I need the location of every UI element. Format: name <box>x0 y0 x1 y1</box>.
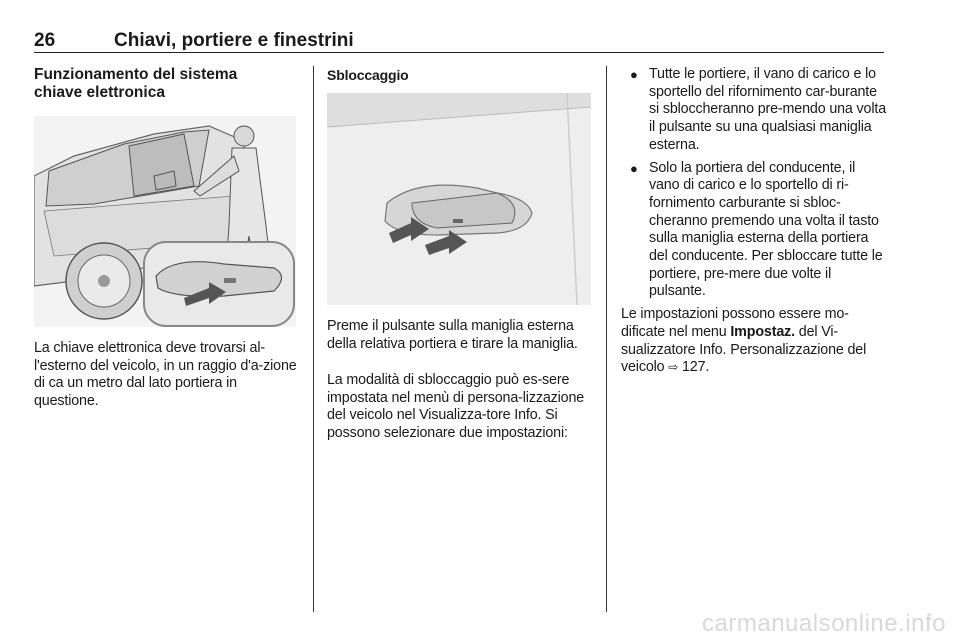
list-item: ● Solo la portiera del conducente, il vano di carico e lo sportello di ri-fornimento carburante si sbloc-cheranno premendo una volta il tasto sulla maniglia esterna della portiera del conducente. Per sbloccare tutte le portiere, pre-mere due volte il pulsante. <box>630 159 883 300</box>
unlocking-paragraph-2: La modalità di sbloccaggio può es-sere impostata nel menù di persona-lizzazione del veicolo nel Visualizza-tore Info. Si possono selezionare due impostazioni: <box>327 372 585 442</box>
page-reference-arrow-icon: ⇨ <box>668 360 679 375</box>
section-heading-keyless: Funzionamento del sistema chiave elettronica <box>34 66 238 101</box>
door-handle-illustration <box>327 93 591 305</box>
page-reference-link[interactable]: 127. <box>678 359 710 376</box>
settings-menu-name: Impostaz. <box>730 323 795 340</box>
car-door-illustration <box>34 116 296 327</box>
column-2 <box>327 66 591 84</box>
unlocking-paragraph-1: Preme il pulsante sulla maniglia esterna della relativa portiera e tirare la maniglia. <box>327 318 578 352</box>
unlock-options-list <box>621 66 887 301</box>
page-number: 26 <box>34 30 56 51</box>
keyless-paragraph: La chiave elettronica deve trovarsi al-l'esterno del veicolo, in un raggio d'a-zione di ca un metro dal lato portiera in questione. <box>34 340 297 410</box>
column-1 <box>34 66 296 102</box>
list-item: ● Tutte le portiere, il vano di carico e lo sportello del rifornimento car-burante si sbloccheranno pre-mendo una volta il pulsante su una qualsiasi maniglia esterna. <box>630 66 886 153</box>
column-divider-1 <box>313 66 314 612</box>
chapter-title: Chiavi, portiere e finestrini <box>114 30 354 51</box>
watermark: carmanualsonline.info <box>702 610 946 637</box>
settings-paragraph: Le impostazioni possono essere mo-dificate nel menu Impostaz. del Vi-sualizzatore Info. Personalizzazione del veicolo ⇨ 127. <box>621 306 867 376</box>
page-header <box>34 30 884 53</box>
section-heading-unlocking: Sbloccaggio <box>327 67 409 83</box>
column-divider-2 <box>606 66 607 612</box>
column-3 <box>621 66 887 377</box>
